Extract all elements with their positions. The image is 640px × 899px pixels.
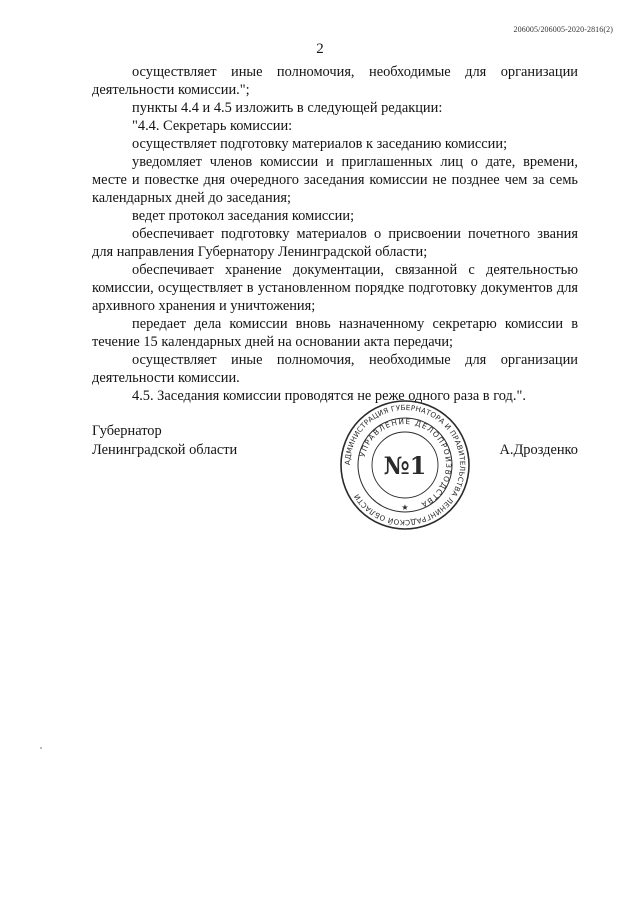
- paragraph: пункты 4.4 и 4.5 изложить в следующей редакции:: [132, 100, 443, 116]
- seal-inner-arc-text: УПРАВЛЕНИЕ ДЕЛОПРОИЗВОДСТВА: [357, 416, 454, 510]
- paragraph: осуществляет иные полномочия, необходимые для организации деятельности комиссии.";: [92, 64, 578, 98]
- paragraph: ведет протокол заседания комиссии;: [132, 208, 355, 224]
- document-body: [92, 63, 578, 405]
- page-number: 2: [316, 41, 324, 57]
- paragraph: уведомляет членов комиссии и приглашенных лиц о дате, времени, месте и повестке дня очередного заседания комиссии не позднее чем за семь календарных дней до заседания;: [92, 154, 578, 206]
- paragraph: осуществляет подготовку материалов к заседанию комиссии;: [132, 136, 508, 152]
- seal-star-icon: ★: [401, 503, 409, 512]
- paragraph: обеспечивает подготовку материалов о присвоении почетного звания для направления Губернатору Ленинградской области;: [92, 226, 578, 260]
- official-seal: [338, 398, 472, 532]
- signatory-name: А.Дрозденко: [499, 442, 578, 458]
- signatory-position: [92, 422, 237, 460]
- seal-outer-arc-text: АДМИНИСТРАЦИЯ ГУБЕРНАТОРА И ПРАВИТЕЛЬСТВА ЛЕНИНГРАДСКОЙ ОБЛАСТИ: [342, 402, 468, 528]
- paragraph: осуществляет иные полномочия, необходимые для организации деятельности комиссии.: [92, 352, 578, 386]
- paragraph: "4.4. Секретарь комиссии:: [132, 118, 293, 134]
- seal-center-number: №1: [383, 451, 427, 480]
- paragraph: передает дела комиссии вновь назначенному секретарю комиссии в течение 15 календарных дней на основании акта передачи;: [92, 316, 578, 350]
- signatory-position-line: Губернатор: [92, 423, 162, 439]
- paragraph: 4.5. Заседания комиссии проводятся не реже одного раза в год.".: [132, 388, 526, 404]
- signatory-position-line: Ленинградской области: [92, 442, 238, 458]
- scan-speck: [40, 747, 42, 749]
- paragraph: обеспечивает хранение документации, связанной с деятельностью комиссии, осуществляет в установленном порядке подготовку документов для архивного хранения и уничтожения;: [92, 262, 578, 314]
- document-id: 206005/206005-2020-2816(2): [513, 25, 613, 34]
